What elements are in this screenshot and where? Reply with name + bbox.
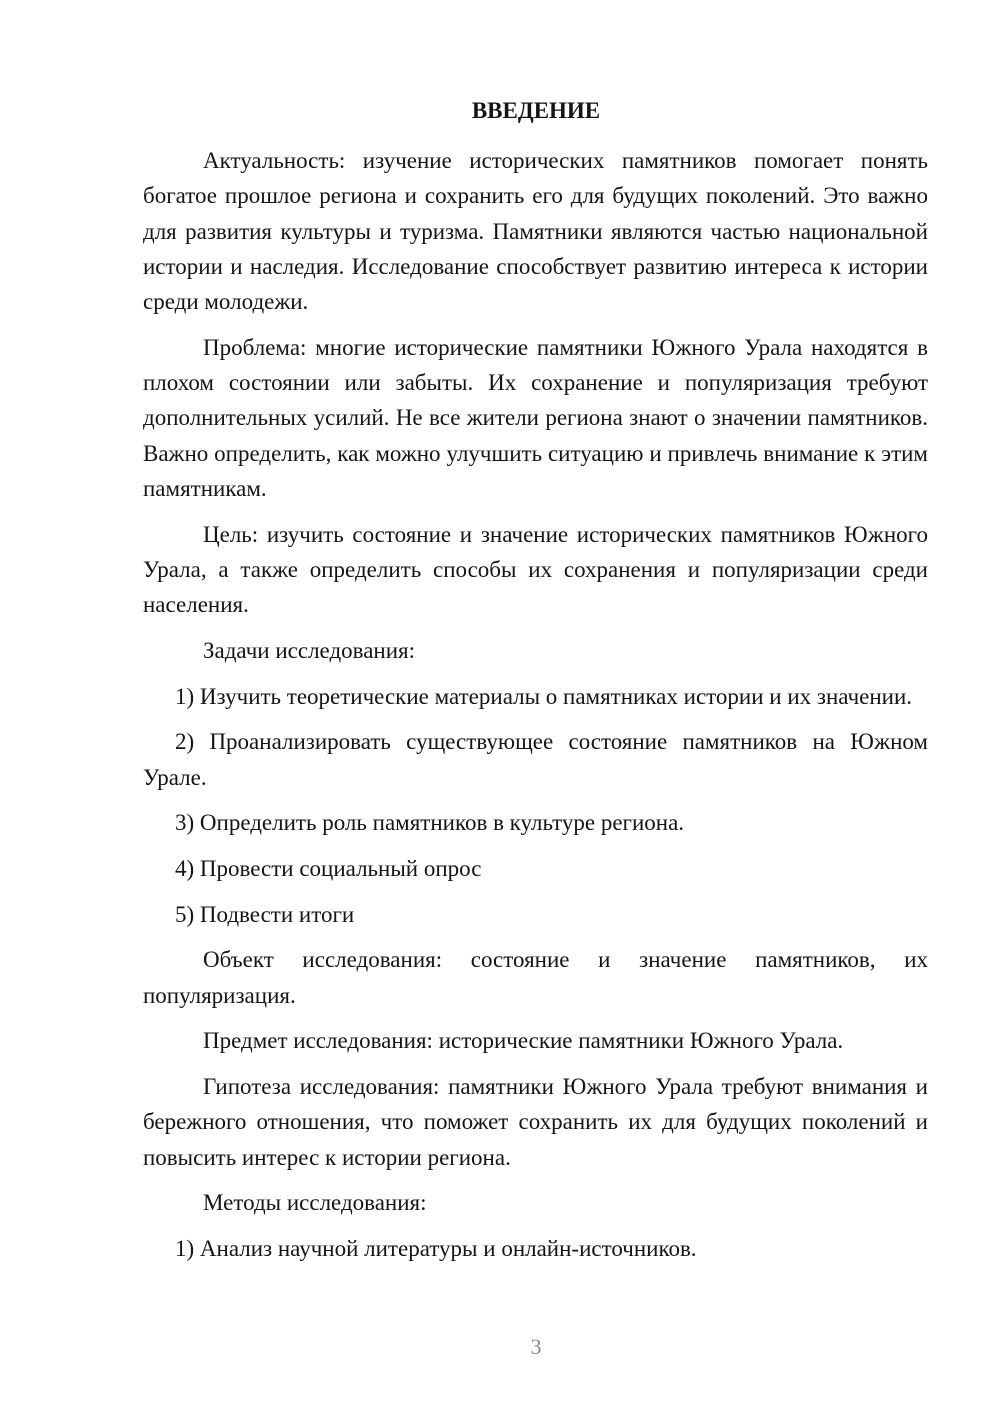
task-item: 4) Провести социальный опрос [175,856,482,882]
relevance-paragraph: Актуальность: изучение исторических памятников помогает понять богатое прошлое региона и сохранить его для будущих поколений. Это важно для развития культуры и туризма. Памятники являются частью национальной истории и наследия. Исследование способствует развитию интереса к истории среди молодежи. [143,148,928,315]
page-number: 3 [530,1334,542,1359]
hypothesis-paragraph: Гипотеза исследования: памятники Южного Урала требуют внимания и бережного отношения, что поможет сохранить их для будущих поколений и повысить интерес к истории региона. [143,1074,928,1170]
document-body [143,143,928,1277]
section-heading: ВВЕДЕНИЕ [471,98,601,123]
task-item: 1) Изучить теоретические материалы о памятниках истории и их значении. [175,683,913,709]
problem-paragraph: Проблема: многие исторические памятники Южного Урала находятся в плохом состоянии или забыты. Их сохранение и популяризация требуют дополнительных усилий. Не все жители региона знают о значении памятников. Важно определить, как можно улучшить ситуацию и привлечь внимание к этим памятникам. [143,334,928,502]
goal-paragraph: Цель: изучить состояние и значение исторических памятников Южного Урала, а также определить способы их сохранения и популяризации среди населения. [143,521,928,618]
tasks-heading: Задачи исследования: [203,638,416,664]
object-paragraph: Объект исследования: состояние и значение памятников, их популяризация. [143,947,928,1008]
method-item: 1) Анализ научной литературы и онлайн-источников. [175,1236,697,1262]
task-item: 2) Проанализировать существующее состояние памятников на Южном Урале. [143,729,928,790]
task-item: 5) Подвести итоги [175,901,355,927]
methods-heading: Методы исследования: [203,1190,427,1216]
task-item: 3) Определить роль памятников в культуре региона. [175,810,685,836]
subject-paragraph: Предмет исследования: исторические памятники Южного Урала. [203,1028,844,1054]
